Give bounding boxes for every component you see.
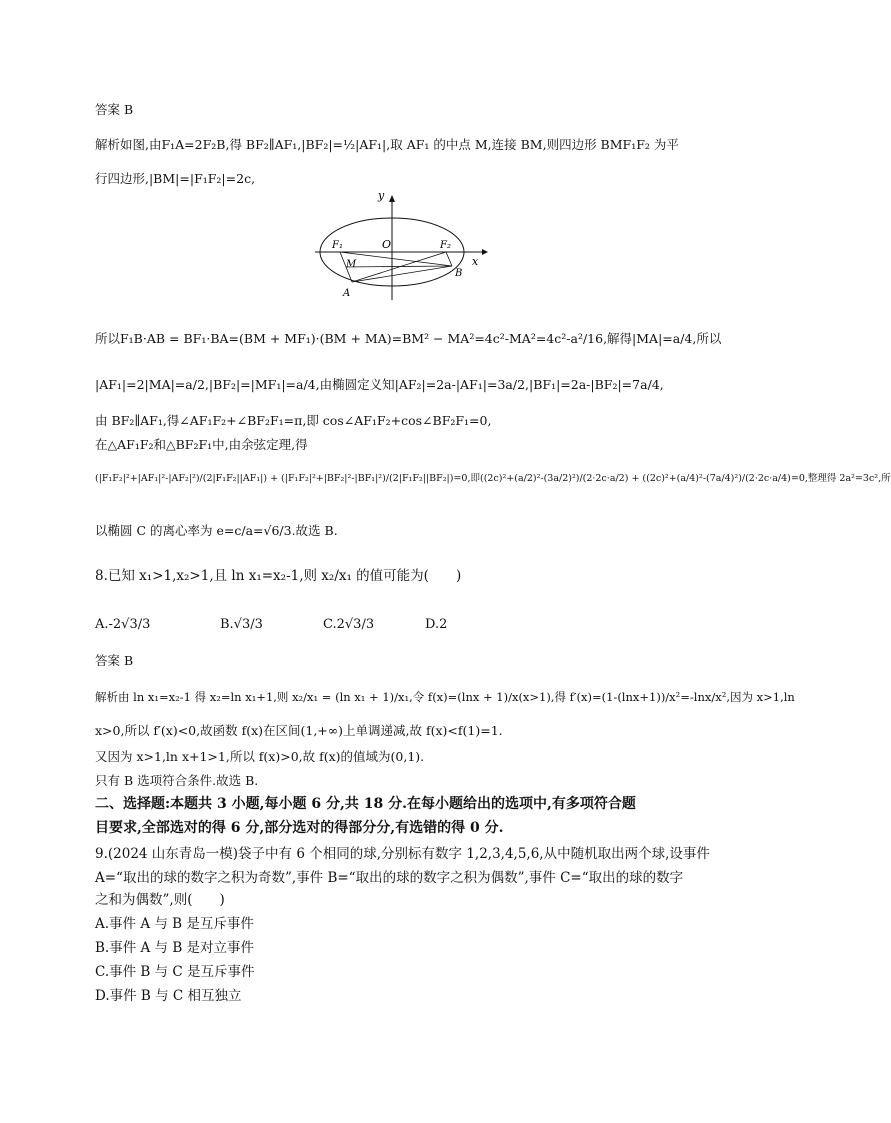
q8-option-d: D.2 <box>425 617 448 632</box>
ellipse-figure <box>310 188 490 306</box>
solution-1-line-3: 所以F₁B·AB = BF₁·BA=(BM + MF₁)·(BM + MA)=BM² − MA²=4c²-MA²=4c²-a²/16,解得|MA|=a/4,所以 <box>95 331 722 346</box>
segment-f1b <box>340 252 452 266</box>
section-2-header-line-1: 二、选择题:本题共 3 小题,每小题 6 分,共 18 分.在每小题给出的选项中,有多项符合题 <box>95 796 636 812</box>
segment-mb <box>346 266 452 267</box>
q8-option-c: C.2√3/3 <box>323 617 375 632</box>
y-axis-label: y <box>378 189 385 202</box>
q8-option-b: B.√3/3 <box>220 617 263 632</box>
solution-2-line-2: x>0,所以 f′(x)<0,故函数 f(x)在区间(1,+∞)上单调递减,故 f(x)<f(1)=1. <box>95 723 503 738</box>
y-axis-arrow-icon <box>389 195 395 202</box>
x-axis-arrow-icon <box>482 249 488 255</box>
solution-2-line-4: 只有 B 选项符合条件.故选 B. <box>95 773 259 788</box>
solution-2-line-3: 又因为 x>1,ln x+1>1,所以 f(x)>0,故 f(x)的值域为(0,1). <box>95 749 425 764</box>
question-9-line-1: 9.(2024 山东青岛一模)袋子中有 6 个相同的球,分别标有数字 1,2,3,4,5,6,从中随机取出两个球,设事件 <box>95 846 710 862</box>
b-label: B <box>455 268 463 279</box>
solution-1-line-1: 解析如图,由F₁A=2F₂B,得 BF₂∥AF₁,|BF₂|=½|AF₁|,取 AF₁ 的中点 M,连接 BM,则四边形 BMF₁F₂ 为平 <box>95 137 679 152</box>
solution-1-line-7: (|F₁F₂|²+|AF₁|²-|AF₂|²)/(2|F₁F₂||AF₁|) + (|F₁F₂|²+|BF₂|²-|BF₁|²)/(2|F₁F₂||BF₂|)=0,即((2c)²+(a/2)²-(3a/2)²)/(2·2c·a/2) + ((2c)²+(a/4)²-(7a/4)²)/(2·2c·a/4)=0,整理得 2a²=3c²,所 <box>95 473 891 484</box>
a-label: A <box>343 288 351 299</box>
m-label: M <box>346 259 357 270</box>
f1-label: F₁ <box>332 240 343 251</box>
solution-1-line-2: 行四边形,|BM|=|F₁F₂|=2c, <box>95 171 256 186</box>
answer-label-2: 答案 B <box>95 653 134 668</box>
q9-option-d: D.事件 B 与 C 相互独立 <box>95 988 242 1004</box>
q8-option-a: A.-2√3/3 <box>95 617 151 632</box>
question-9-line-3: 之和为偶数”,则( ) <box>95 892 225 908</box>
f2-label: F₂ <box>440 240 451 251</box>
solution-1-line-5: 由 BF₂∥AF₁,得∠AF₁F₂+∠BF₂F₁=π,即 cos∠AF₁F₂+cos∠BF₂F₁=0, <box>95 413 492 428</box>
q9-option-c: C.事件 B 与 C 是互斥事件 <box>95 964 255 980</box>
segment-f2b <box>446 252 452 266</box>
question-9-line-2: A=“取出的球的数字之积为奇数”,事件 B=“取出的球的数字之积为偶数”,事件 C=“取出的球的数字 <box>95 870 684 886</box>
segment-ab <box>352 266 452 282</box>
solution-2-line-1: 解析由 ln x₁=x₂-1 得 x₂=ln x₁+1,则 x₂/x₁ = (ln x₁ + 1)/x₁,令 f(x)=(lnx + 1)/x(x>1),得 f′(x)=(1-(lnx+1))/x²=-lnx/x²,因为 x>1,ln <box>95 690 795 704</box>
answer-label-1: 答案 B <box>95 102 134 117</box>
origin-label: O <box>382 238 392 251</box>
x-axis-label: x <box>472 255 479 268</box>
q9-option-b: B.事件 A 与 B 是对立事件 <box>95 940 255 956</box>
solution-1-line-8: 以椭圆 C 的离心率为 e=c/a=√6/3.故选 B. <box>95 523 338 538</box>
solution-1-line-6: 在△AF₁F₂和△BF₂F₁中,由余弦定理,得 <box>95 437 308 452</box>
section-2-header-line-2: 目要求,全部选对的得 6 分,部分选对的得部分分,有选错的得 0 分. <box>95 820 504 836</box>
q9-option-a: A.事件 A 与 B 是互斥事件 <box>95 916 254 932</box>
question-8-stem: 8.已知 x₁>1,x₂>1,且 ln x₁=x₂-1,则 x₂/x₁ 的值可能为( ) <box>95 568 462 584</box>
solution-1-line-4: |AF₁|=2|MA|=a/2,|BF₂|=|MF₁|=a/4,由椭圆定义知|AF₂|=2a-|AF₁|=3a/2,|BF₁|=2a-|BF₂|=7a/4, <box>95 377 664 392</box>
